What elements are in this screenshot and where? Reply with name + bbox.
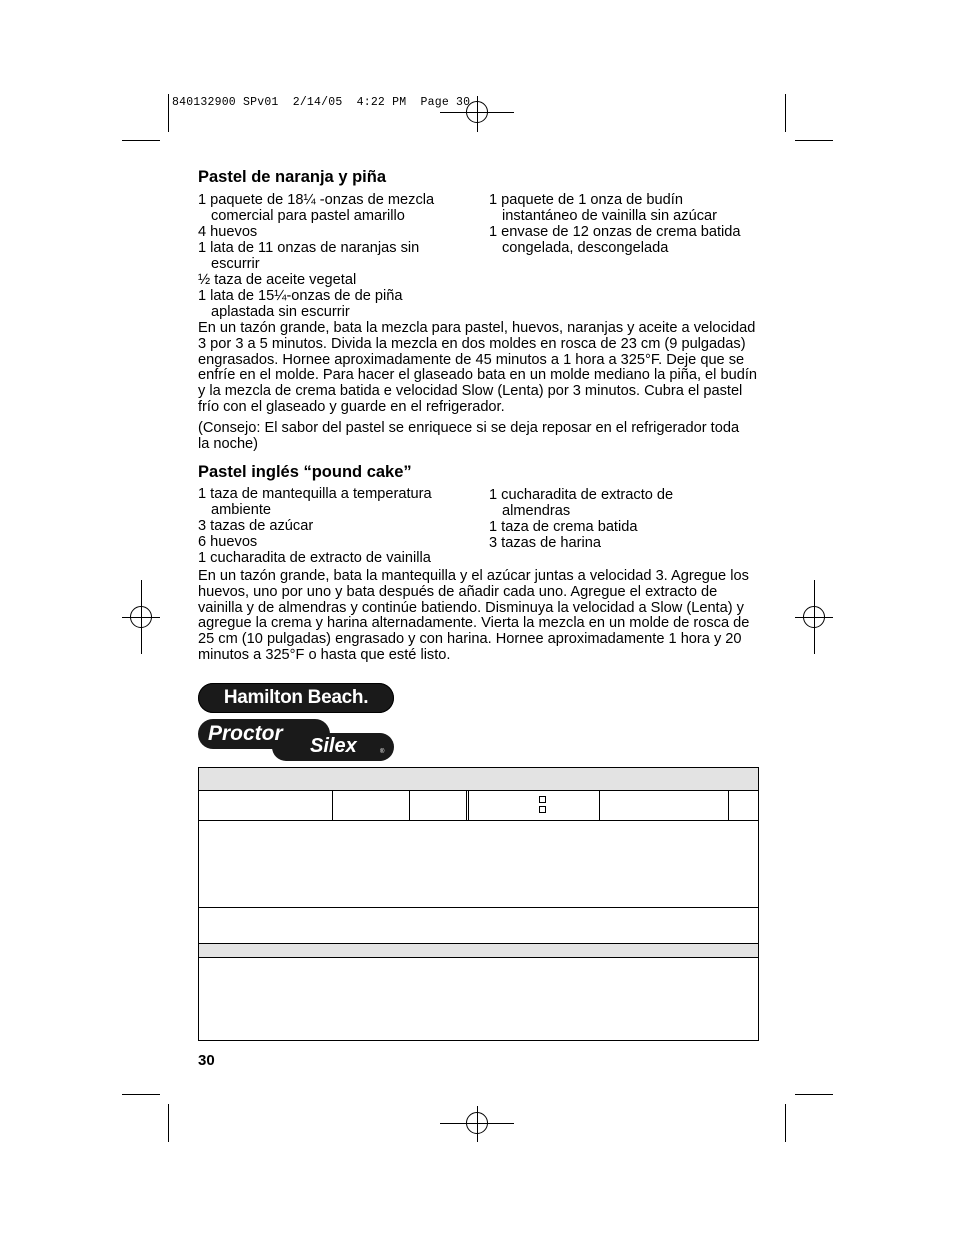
form-rule (199, 790, 758, 791)
recipe-title: Pastel inglés “pound cake” (198, 463, 412, 481)
crop-mark (168, 1104, 169, 1142)
ingredient-item: 3 tazas de harina (489, 535, 601, 551)
crop-mark (785, 94, 786, 132)
ingredient-item: 1 envase de 12 onzas de crema batida congelada, descongelada (489, 224, 741, 256)
form-rule (199, 957, 758, 958)
ingredient-item: ½ taza de aceite vegetal (198, 272, 357, 288)
ingredient-item: 1 lata de 15¼-onzas de de piña aplastada sin escurrir (198, 288, 403, 320)
form-divider (466, 790, 467, 820)
warranty-form (198, 767, 759, 1041)
crop-mark (122, 1094, 160, 1095)
page-number: 30 (198, 1052, 215, 1069)
ingredient-item: 1 lata de 11 onzas de naranjas sin escurrir (198, 240, 420, 272)
ingredients-list-right (489, 192, 761, 256)
recipe-tip: (Consejo: El sabor del pastel se enriquece si se deja reposar en el refrigerador toda la noche) (198, 420, 740, 452)
crop-mark (168, 94, 169, 132)
logo-text-silex: Silex (310, 735, 357, 757)
crop-mark (795, 140, 833, 141)
form-section-bar (199, 944, 758, 957)
form-rule (199, 820, 758, 821)
ingredient-item: 3 tazas de azúcar (198, 518, 314, 534)
hamilton-beach-logo: Hamilton Beach. (198, 683, 394, 713)
ingredient-item: 1 paquete de 18¼ -onzas de mezcla comercial para pastel amarillo (198, 192, 435, 224)
form-divider (332, 790, 333, 820)
registration-mark (466, 101, 488, 123)
recipe-instructions: En un tazón grande, bata la mezcla para pastel, huevos, naranjas y aceite a velocidad 3 por 3 a 5 minutos. Divida la mezcla en dos moldes en rosca de 23 cm (9 pulgadas) engrasados. Hornee aproximadamente de 45 minutos a 1 hora a 325°F. Deje que se enfríe en el molde. Para hacer el glaseado bata en un molde mediano la piña, el budín y la mezcla de crema batida e velocidad Slow (Lenta) por 3 minutos. Cubra el pastel frío con el glaseado y guarde en el refrigerador. (198, 320, 757, 415)
ingredient-item: 4 huevos (198, 224, 258, 240)
ingredients-list-right (489, 487, 761, 551)
ingredient-item: 1 cucharadita de extracto de vainilla (198, 550, 431, 566)
ingredients-list-left (198, 192, 468, 320)
ingredient-item: 1 taza de mantequilla a temperatura ambiente (198, 486, 432, 518)
ingredients-list-left (198, 486, 468, 566)
recipe-title: Pastel de naranja y piña (198, 168, 386, 186)
ingredient-item: 1 paquete de 1 onza de budín instantáneo de vainilla sin azúcar (489, 192, 717, 224)
form-divider (728, 790, 729, 820)
form-checkbox[interactable] (539, 796, 546, 803)
crop-mark (795, 1094, 833, 1095)
crop-mark (122, 140, 160, 141)
proctor-silex-logo (198, 719, 396, 763)
form-divider (599, 790, 600, 820)
form-header-bar (199, 768, 758, 790)
form-divider (409, 790, 410, 820)
registration-mark (803, 606, 825, 628)
recipe-instructions: En un tazón grande, bata la mantequilla y el azúcar juntas a velocidad 3. Agregue los huevos, uno por uno y bata después de añadir cada uno. Agregue el extracto de vainilla y de almendras y continúe batiendo. Disminuya la velocidad a Slow (Lenta) y agregue la crema y harina alternadamente. Vierta la mezcla en un molde de rosca de 25 cm (10 pulgadas) engrasado y con harina. Hornee aproximadamente 1 hora y 20 minutos a 325°F o hasta que esté listo. (198, 568, 750, 663)
trademark-mark: ® (380, 749, 385, 755)
ingredient-item: 1 taza de crema batida (489, 519, 638, 535)
form-divider (468, 790, 469, 820)
crop-mark (785, 1104, 786, 1142)
ingredient-item: 1 cucharadita de extracto de almendras (489, 487, 674, 519)
printer-slug: 840132900 SPv01 2/14/05 4:22 PM Page 30 (172, 96, 471, 109)
form-rule (199, 907, 758, 908)
ingredient-item: 6 huevos (198, 534, 258, 550)
form-checkbox[interactable] (539, 806, 546, 813)
registration-mark (130, 606, 152, 628)
registration-mark (466, 1112, 488, 1134)
logo-text-proctor: Proctor (208, 722, 283, 745)
